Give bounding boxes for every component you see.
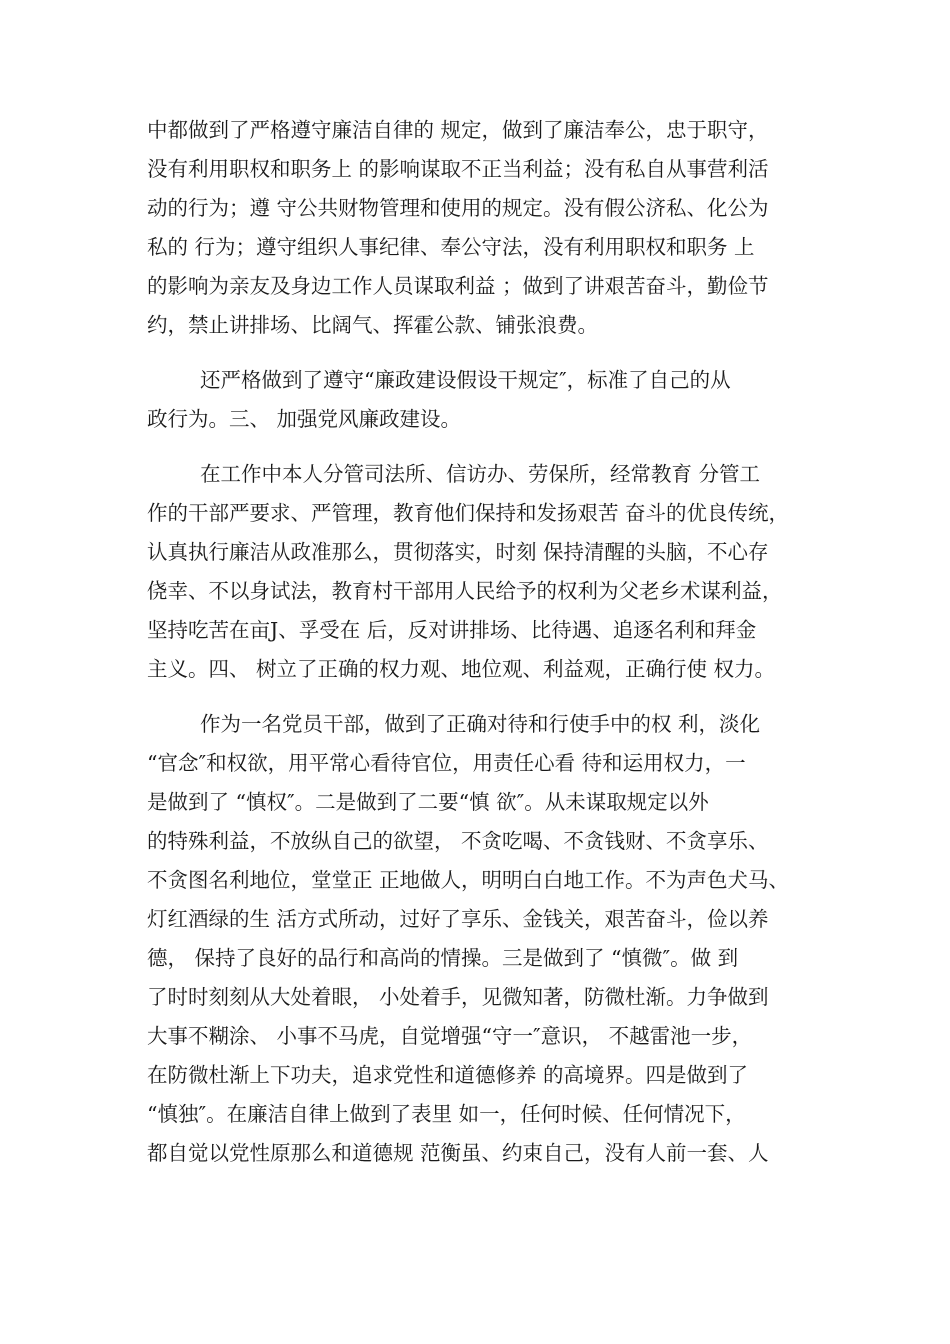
text-line: 中都做到了严格遵守廉洁自律的 规定，做到了廉洁奉公，忠于职守， (147, 118, 769, 142)
text-line: 坚持吃苦在亩J、孚受在 后，反对讲排场、比待遇、追逐名利和拜金 (147, 618, 757, 642)
text-line: 作为一名党员干部，做到了正确对待和行使手中的权 利，淡化 (200, 712, 761, 736)
text-line: 还严格做到了遵守“廉政建设假设干规定″，标准了自己的从 (200, 368, 731, 392)
text-line: 德， 保持了良好的品行和高尚的情操。三是做到了 “慎微″。做 到 (147, 946, 739, 970)
text-line: 在工作中本人分管司法所、信访办、劳保所，经常教育 分管工 (200, 462, 761, 486)
text-line: 的特殊利益，不放纵自己的欲望， 不贪吃喝、不贪钱财、不贪享乐、 (147, 829, 769, 853)
text-line: 不贪图名利地位，堂堂正 正地做人，明明白白地工作。不为声色犬马、 (147, 868, 790, 892)
text-line: 灯红酒绿的生 活方式所动，过好了享乐、金钱关，艰苦奋斗，俭以养 (147, 907, 769, 931)
text-line: “慎独″。在廉洁自律上做到了表里 如一，任何时候、任何情况下， (147, 1102, 746, 1126)
text-line: 认真执行廉洁从政准那么，贯彻落实，时刻 保持清醒的头脑，不心存 (147, 540, 769, 564)
text-line: 私的 行为；遵守组织人事纪律、奉公守法，没有利用职权和职务 上 (147, 235, 755, 259)
text-line: 动的行为；遵 守公共财物管理和使用的规定。没有假公济私、化公为 (147, 196, 769, 220)
text-line: 侥幸、不以身试法，教育村干部用人民给予的权利为父老乡术谋利益， (147, 579, 783, 603)
text-line: 没有利用职权和职务上 的影响谋取不正当利益；没有私自从事营利活 (147, 157, 769, 181)
text-line: 了时时刻刻从大处着眼， 小处着手，见微知著，防微杜渐。力争做到 (147, 985, 769, 1009)
text-line: 的影响为亲友及身边工作人员谋取利益 ；做到了讲艰苦奋斗，勤俭节 (147, 274, 769, 298)
text-line: 主义。四、 树立了正确的权力观、地位观、利益观，正确行使 权力。 (147, 657, 776, 681)
text-line: 约，禁止讲排场、比阔气、挥霍公款、铺张浪费。 (147, 313, 598, 337)
text-line: 是做到了 “慎权″。二是做到了二要“慎 欲″。从未谋取规定以外 (147, 790, 709, 814)
text-line: 都自觉以党性原那么和道德规 范衡虽、约束自己，没有人前一套、人 (147, 1141, 769, 1165)
text-line: 政行为。三、 加强党风廉政建设。 (147, 407, 462, 431)
text-line: 大事不糊涂、 小事不马虎，自觉增强“守一″意识， 不越雷池一步， (147, 1024, 753, 1048)
text-line: “官念″和权欲，用平常心看待官位，用责任心看 待和运用权力，一 (147, 751, 746, 775)
text-line: 在防微杜渐上下功夫，追求党性和道德修养 的高境界。四是做到了 (147, 1063, 749, 1087)
text-line: 作的干部严要求、严管理，教育他们保持和发扬艰苦 奋斗的优良传统， (147, 501, 790, 525)
